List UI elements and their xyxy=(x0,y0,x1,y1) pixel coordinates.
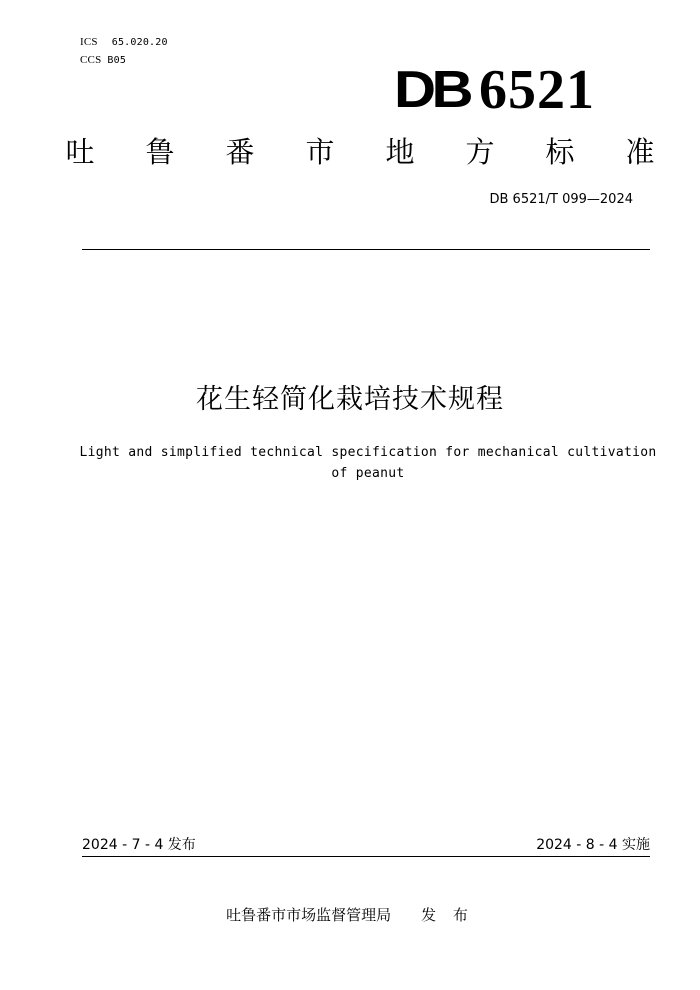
ccs-code: B05 xyxy=(107,55,127,66)
ccs-classification xyxy=(80,53,126,68)
issuer-line xyxy=(0,904,700,926)
standard-type-char: 市 xyxy=(305,135,335,169)
standard-type-char: 准 xyxy=(625,135,655,169)
ics-code: 65.020.20 xyxy=(111,37,168,48)
db-logo-number: 6521 xyxy=(479,59,595,121)
standard-type-char: 鲁 xyxy=(145,135,175,169)
footer-divider xyxy=(82,856,650,857)
db-logo-letters: DB xyxy=(393,61,469,119)
issuer-action: 发 布 xyxy=(421,906,474,924)
issuer-name: 吐鲁番市市场监督管理局 xyxy=(226,906,392,924)
standard-type-heading xyxy=(60,133,660,171)
standard-type-char: 方 xyxy=(465,135,495,169)
document-title-english xyxy=(78,442,658,484)
ccs-label: CCS xyxy=(80,54,102,66)
standard-type-char: 吐 xyxy=(65,135,95,169)
publish-date: 2024 - 7 - 4 发布 xyxy=(82,837,196,853)
english-title-line-2: of peanut xyxy=(331,466,405,481)
ics-classification xyxy=(80,35,168,50)
implement-date: 2024 - 8 - 4 实施 xyxy=(536,837,650,853)
english-title-line-1: Light and simplified technical specification for mechanical cultivation xyxy=(79,445,657,460)
standard-number: DB 6521/T 099—2024 xyxy=(489,192,633,207)
ics-label: ICS xyxy=(80,36,98,48)
db-logo xyxy=(393,59,595,121)
standard-type-char: 番 xyxy=(225,135,255,169)
document-title-chinese: 花生轻简化栽培技术规程 xyxy=(196,384,504,415)
date-row xyxy=(82,835,650,855)
header-divider xyxy=(82,249,650,250)
standard-type-char: 标 xyxy=(545,135,575,169)
standard-type-char: 地 xyxy=(385,135,415,169)
